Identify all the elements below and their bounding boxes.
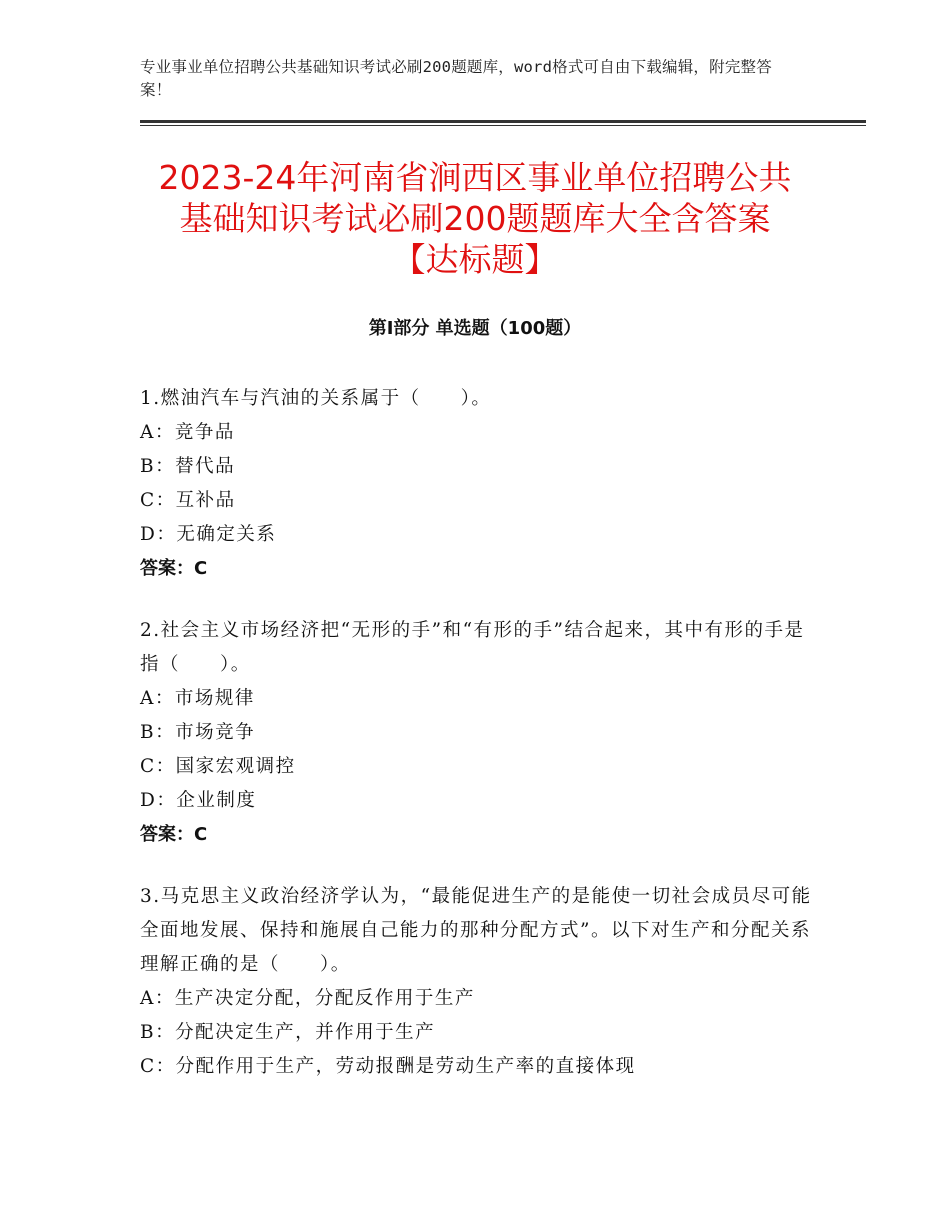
option-c: C：互补品 [140, 490, 236, 511]
section-heading: 第Ⅰ部分 单选题（100题） [368, 318, 582, 339]
question-2 [140, 614, 820, 852]
option-b: B：市场竞争 [140, 722, 256, 743]
option-a: A：生产决定分配，分配反作用于生产 [140, 988, 475, 1009]
header-note: 专业事业单位招聘公共基础知识考试必刷200题题库，word格式可自由下载编辑，附完整答案！ [140, 58, 772, 99]
question-stem: 3.马克思主义政治经济学认为，“最能促进生产的是能使一切社会成员尽可能全面地发展、保持和施展自己能力的那种分配方式”。以下对生产和分配关系理解正确的是（ ）。 [140, 886, 812, 975]
option-a: A：竞争品 [140, 422, 235, 443]
option-c: C：国家宏观调控 [140, 756, 296, 777]
option-b: B：分配决定生产，并作用于生产 [140, 1022, 436, 1043]
question-list [140, 382, 820, 1112]
question-stem: 1.燃油汽车与汽油的关系属于（ ）。 [140, 388, 492, 409]
option-a: A：市场规律 [140, 688, 255, 709]
answer-text: 答案：C [140, 824, 208, 845]
option-d: D：企业制度 [140, 790, 257, 811]
option-d: D：无确定关系 [140, 524, 277, 545]
document-title [100, 157, 850, 280]
answer-text: 答案：C [140, 558, 208, 579]
question-3 [140, 880, 820, 1084]
question-stem: 2.社会主义市场经济把“无形的手”和“有形的手”结合起来，其中有形的手是指（ ）。 [140, 620, 805, 675]
header-rule-thick [140, 120, 866, 123]
header-rule-thin [140, 125, 866, 126]
title-line-2: 基础知识考试必刷200题题库大全含答案 [179, 199, 771, 238]
question-1 [140, 382, 820, 586]
title-line-3: 【达标题】 [392, 240, 558, 279]
option-c: C：分配作用于生产，劳动报酬是劳动生产率的直接体现 [140, 1056, 636, 1077]
option-b: B：替代品 [140, 456, 236, 477]
title-line-1: 2023-24年河南省涧西区事业单位招聘公共 [158, 158, 792, 197]
